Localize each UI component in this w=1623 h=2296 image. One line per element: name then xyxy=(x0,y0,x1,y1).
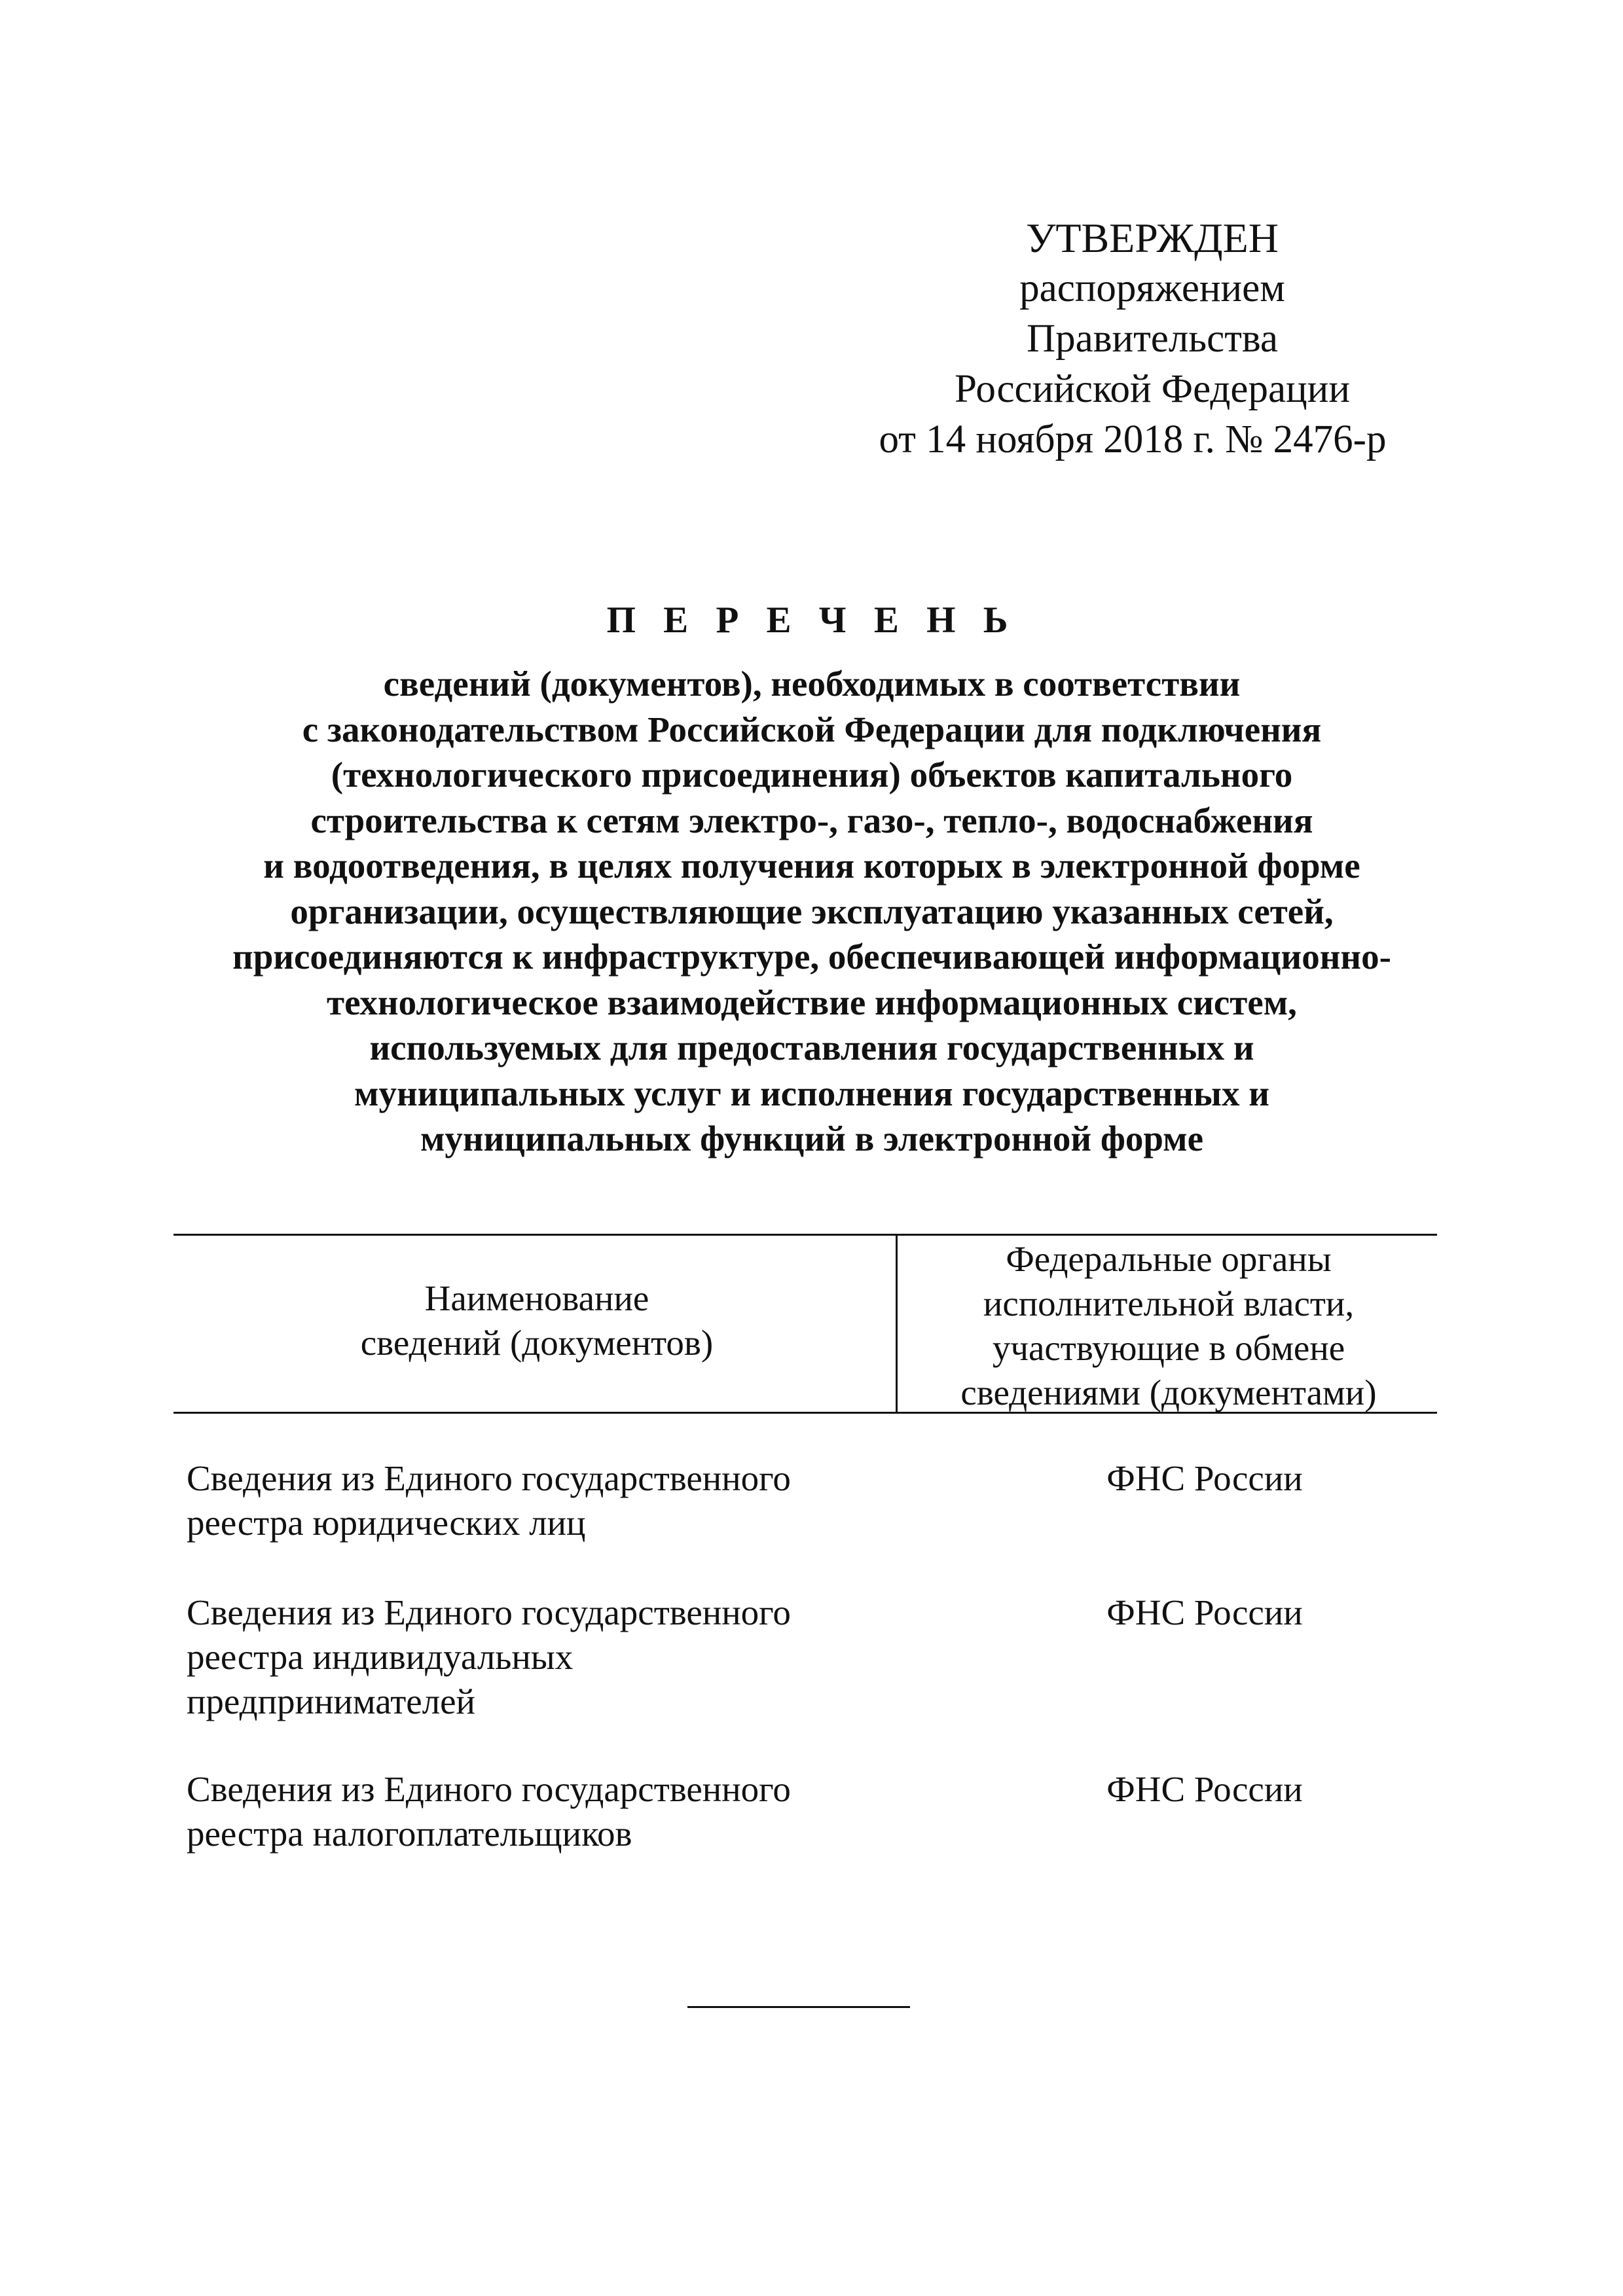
column-header-name-line: сведений (документов) xyxy=(360,1323,714,1363)
table-top-rule xyxy=(173,1234,1437,1236)
column-header-name-line: Наименование xyxy=(424,1278,649,1318)
subtitle-line: муниципальных услуг и исполнения государственных и xyxy=(354,1073,1269,1113)
approval-block xyxy=(879,213,1414,465)
subtitle-line: присоединяются к инфраструктуре, обеспечивающей информационно- xyxy=(232,937,1391,977)
table-row-agency: ФНС России xyxy=(1106,1458,1303,1498)
subtitle-line: сведений (документов), необходимых в соответствии xyxy=(383,664,1241,704)
column-header-agency-line: Федеральные органы xyxy=(1006,1239,1332,1279)
row-name-line: реестра налогоплательщиков xyxy=(187,1814,632,1854)
row-name-line: Сведения из Единого государственного xyxy=(187,1592,791,1632)
subtitle-line: (технологического присоединения) объектов капитального xyxy=(331,755,1293,795)
subtitle-line: и водоотведения, в целях получения которых в электронной форме xyxy=(263,846,1360,886)
column-header-agency-line: сведениями (документами) xyxy=(960,1372,1377,1412)
document-heading: П Е Р Е Ч Е Н Ь xyxy=(606,600,1017,641)
table-column-divider xyxy=(896,1234,898,1414)
approval-order-date: от 14 ноября 2018 г. № 2476-р xyxy=(879,418,1387,461)
row-name-line: Сведения из Единого государственного xyxy=(187,1769,791,1809)
approval-title: УТВЕРЖДЕН xyxy=(1026,215,1279,261)
approval-country: Российской Федерации xyxy=(955,367,1350,411)
column-header-agency-line: участвующие в обмене xyxy=(992,1328,1345,1368)
document-end-rule xyxy=(687,2006,910,2008)
row-name-line: реестра индивидуальных xyxy=(187,1637,574,1677)
subtitle-line: организации, осуществляющие эксплуатацию указанных сетей, xyxy=(290,891,1334,931)
subtitle-line: строительства к сетям электро-, газо-, тепло-, водоснабжения xyxy=(310,800,1313,840)
table-row-name xyxy=(187,1590,881,1724)
column-header-name xyxy=(196,1276,877,1365)
subtitle-line: муниципальных функций в электронной форме xyxy=(420,1119,1204,1158)
column-header-agency-line: исполнительной власти, xyxy=(983,1283,1355,1323)
subtitle-line: с законодательством Российской Федерации для подключения xyxy=(302,709,1322,749)
row-name-line: Сведения из Единого государственного xyxy=(187,1458,791,1498)
subtitle-line: технологическое взаимодействие информационных систем, xyxy=(327,982,1297,1022)
document-subtitle xyxy=(151,661,1473,1162)
table-row-agency: ФНС России xyxy=(1106,1769,1303,1809)
row-name-line: предпринимателей xyxy=(187,1681,475,1721)
approval-authority: распоряжением Правительства xyxy=(1019,266,1285,361)
row-name-line: реестра юридических лиц xyxy=(187,1503,586,1543)
column-header-agency xyxy=(903,1237,1434,1415)
table-row-agency: ФНС России xyxy=(1106,1592,1303,1632)
subtitle-line: используемых для предоставления государственных и xyxy=(369,1028,1254,1067)
table-row-name xyxy=(187,1767,881,1856)
table-row-name xyxy=(187,1456,881,1545)
